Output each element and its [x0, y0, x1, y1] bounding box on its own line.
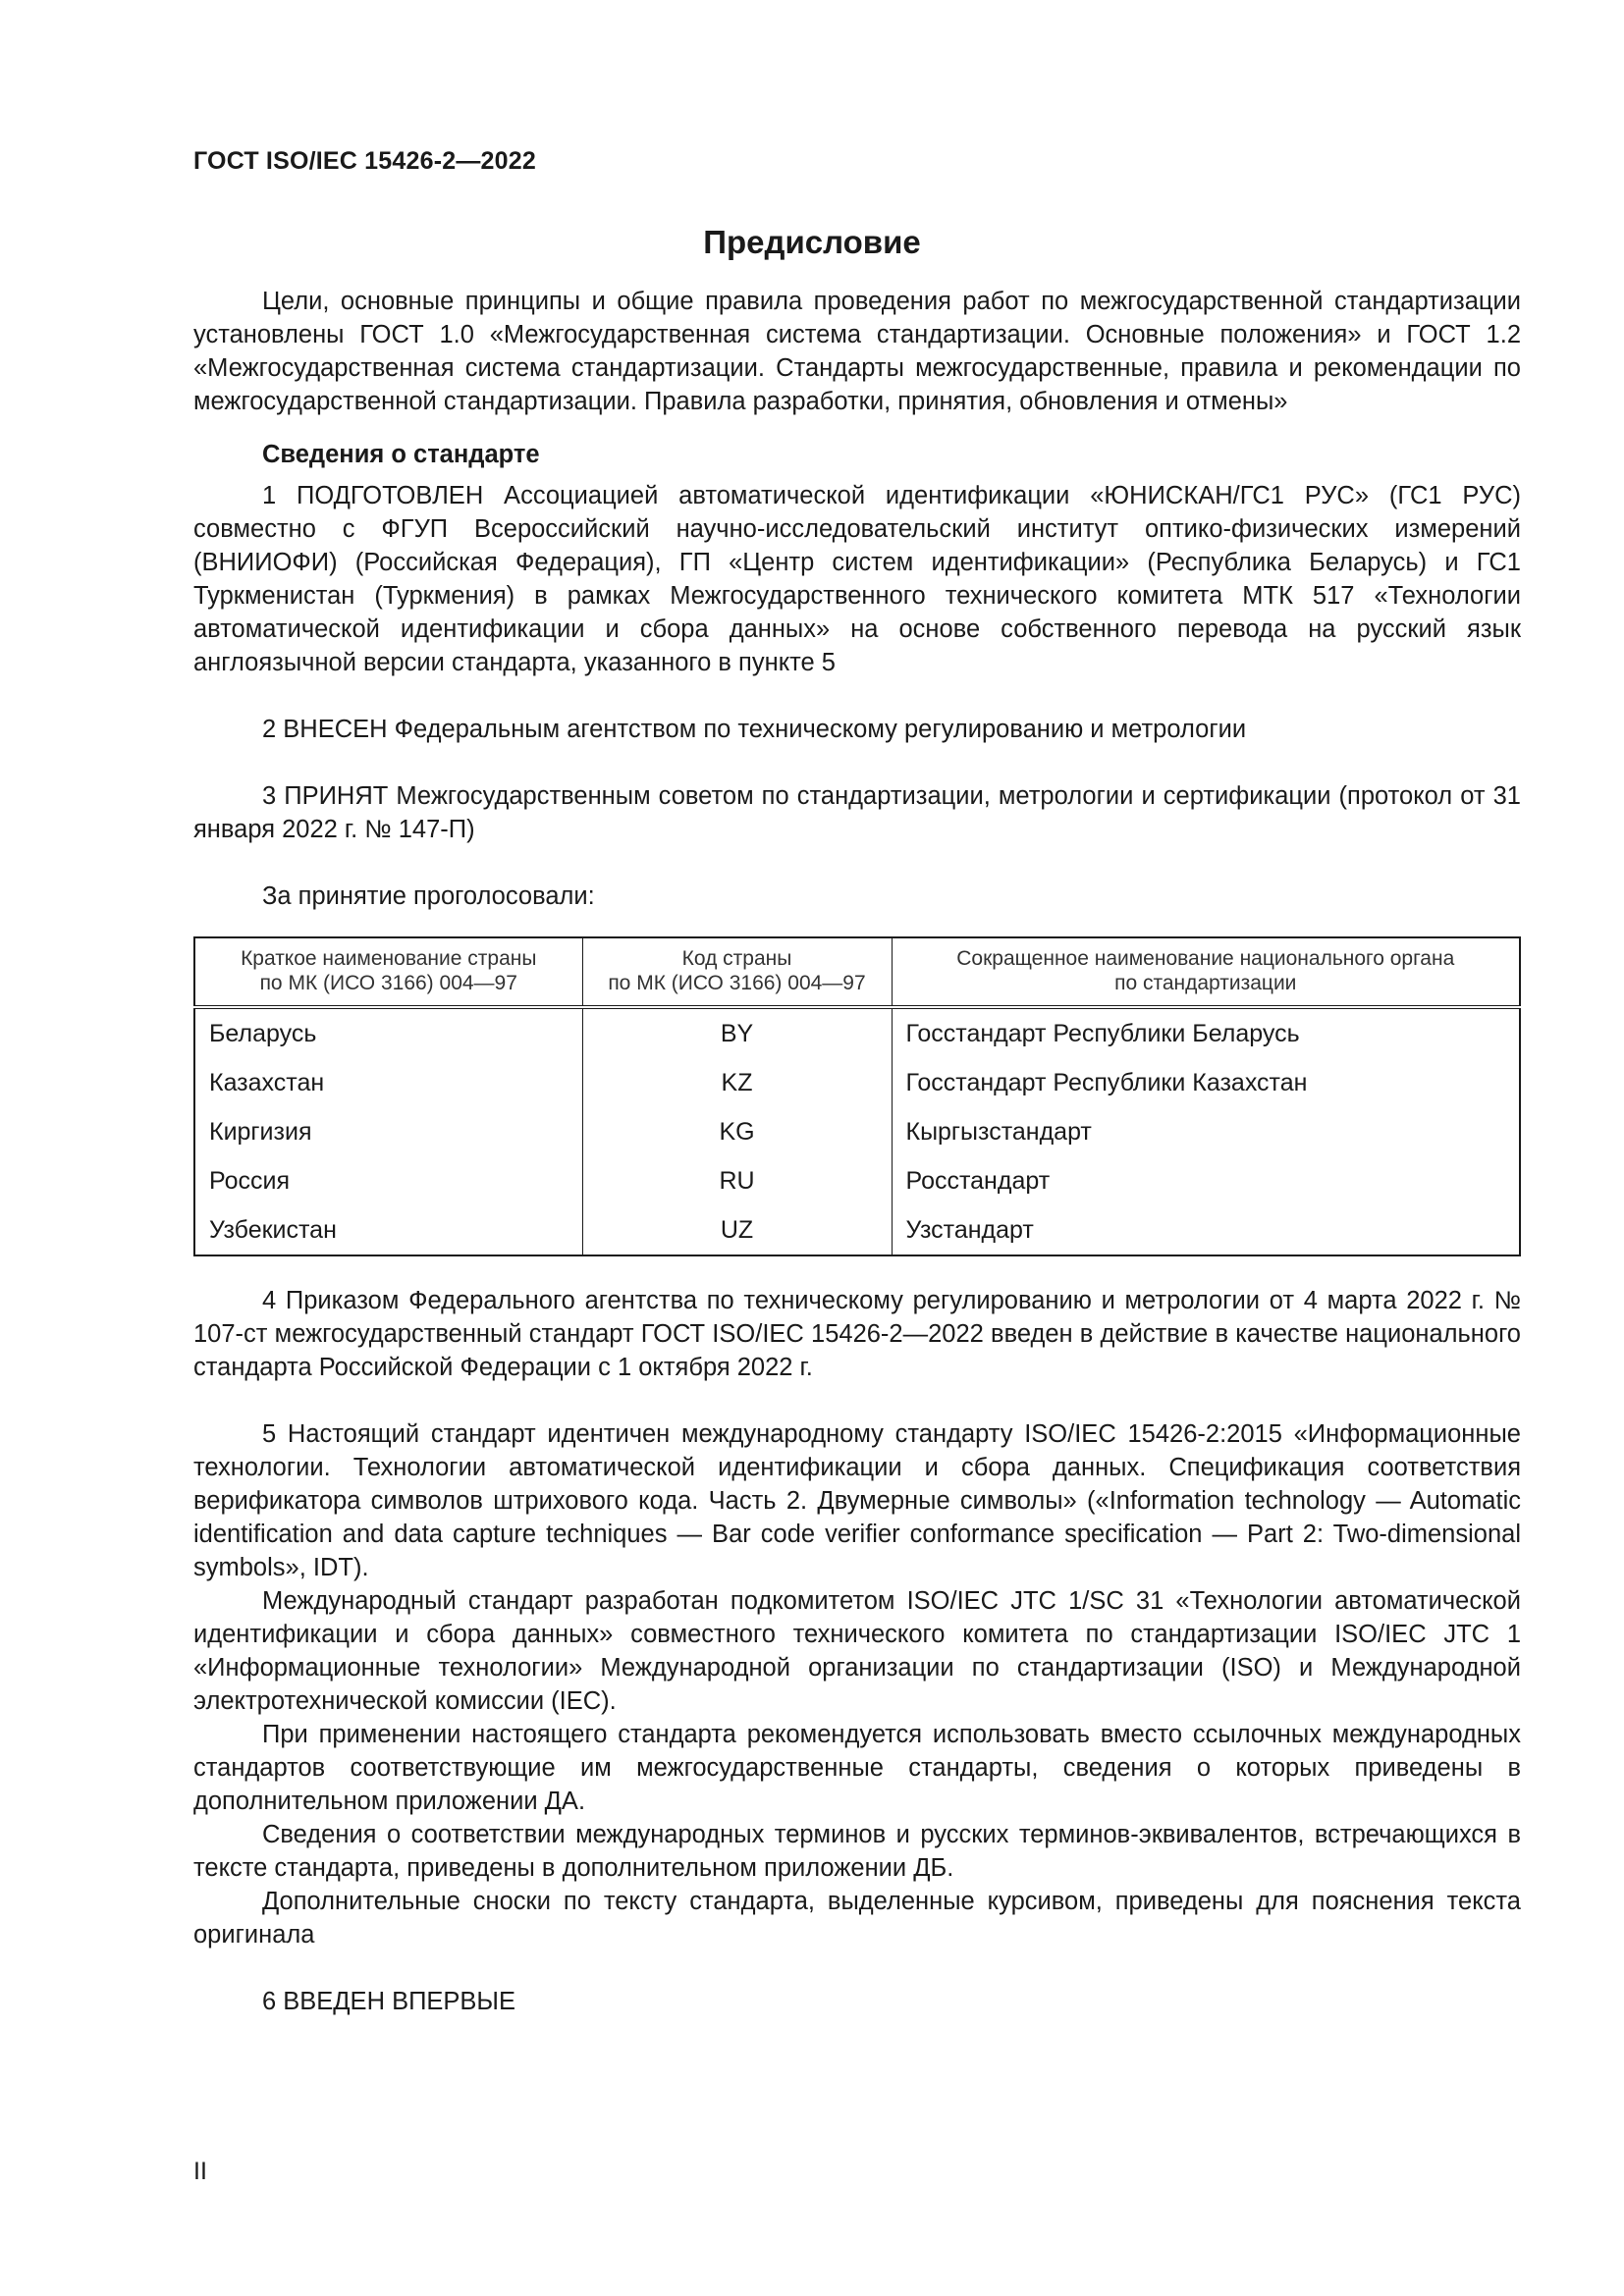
table-row	[194, 1156, 1520, 1205]
item-5-developer: Международный стандарт разработан подкомитетом ISO/IEC JTC 1/SC 31 «Технологии автоматической идентификации и сбора данных» совместного технического комитета по стандартизации ISO/IEC JTC 1 «Информационные технологии» Международной организации по стандартизации (ISO) и Международной электротехнической комиссии (IEC).	[193, 1587, 1521, 1715]
table-header-row	[194, 937, 1520, 1007]
item-4-order: 4 Приказом Федерального агентства по техническому регулированию и метрологии от 4 марта 2022 г. № 107-ст межгосударственный стандарт ГОСТ ISO/IEC 15426-2—2022 введен в действие в качестве национального стандарта Российской Федерации с 1 октября 2022 г.	[193, 1287, 1521, 1381]
voted-label: За принятие проголосовали:	[262, 882, 595, 910]
country-code-cell: KG	[582, 1107, 892, 1156]
national-body-cell: Госстандарт Республики Казахстан	[892, 1058, 1520, 1107]
country-name-cell: Беларусь	[194, 1007, 582, 1058]
item-5-terms: Сведения о соответствии международных терминов и русских терминов-эквивалентов, встречающихся в тексте стандарта, приведены в дополнительном приложении ДБ.	[193, 1821, 1521, 1882]
national-body-cell: Госстандарт Республики Беларусь	[892, 1007, 1520, 1058]
item-2-submitted: 2 ВНЕСЕН Федеральным агентством по техническому регулированию и метрологии	[262, 716, 1247, 743]
country-code-cell: BY	[582, 1007, 892, 1058]
table-row	[194, 1107, 1520, 1156]
country-name-cell: Узбекистан	[194, 1205, 582, 1255]
voting-countries-table	[193, 936, 1521, 1256]
national-body-cell: Росстандарт	[892, 1156, 1520, 1205]
table-row	[194, 1058, 1520, 1107]
header-national-body: Сокращенное наименование национального органа по стандартизации	[892, 937, 1520, 1007]
item-5-references: При применении настоящего стандарта рекомендуется использовать вместо ссылочных международных стандартов соответствующие им межгосударственные стандарты, сведения о которых приведены в дополнительном приложении ДА.	[193, 1721, 1521, 1815]
country-name-cell: Киргизия	[194, 1107, 582, 1156]
document-body	[193, 285, 1521, 2018]
page-number: II	[193, 2158, 207, 2185]
intro-paragraph: Цели, основные принципы и общие правила проведения работ по межгосударственной стандартизации установлены ГОСТ 1.0 «Межгосударственная система стандартизации. Основные положения» и ГОСТ 1.2 «Межгосударственная система стандартизации. Стандарты межгосударственные, правила и рекомендации по межгосударственной стандартизации. Правила разработки, принятия, обновления и отмены»	[193, 288, 1521, 415]
page-title: Предисловие	[703, 224, 921, 260]
header-country-code: Код страны по МК (ИСО 3166) 004—97	[582, 937, 892, 1007]
table-row	[194, 1007, 1520, 1058]
standard-code-header: ГОСТ ISO/IEC 15426-2—2022	[193, 147, 536, 175]
item-6-introduced: 6 ВВЕДЕН ВПЕРВЫЕ	[262, 1988, 516, 2015]
national-body-cell: Узстандарт	[892, 1205, 1520, 1255]
item-1-prepared: 1 ПОДГОТОВЛЕН Ассоциацией автоматической идентификации «ЮНИСКАН/ГС1 РУС» (ГС1 РУС) совместно с ФГУП Всероссийский научно-исследовательский институт оптико-физических измерений (ВНИИОФИ) (Российская Федерация), ГП «Центр систем идентификации» (Республика Беларусь) и ГС1 Туркменистан (Туркмения) в рамках Межгосударственного технического комитета МТК 517 «Технологии автоматической идентификации и сбора данных» на основе собственного перевода на русский язык англоязычной версии стандарта, указанного в пункте 5	[193, 482, 1521, 676]
country-code-cell: UZ	[582, 1205, 892, 1255]
header-country-name: Краткое наименование страны по МК (ИСО 3166) 004—97	[194, 937, 582, 1007]
national-body-cell: Кыргызстандарт	[892, 1107, 1520, 1156]
table-row	[194, 1205, 1520, 1255]
section-heading: Сведения о стандарте	[262, 441, 540, 468]
item-3-adopted: 3 ПРИНЯТ Межгосударственным советом по стандартизации, метрологии и сертификации (протокол от 31 января 2022 г. № 147-П)	[193, 782, 1521, 843]
item-5-identical: 5 Настоящий стандарт идентичен международному стандарту ISO/IEC 15426-2:2015 «Информационные технологии. Технологии автоматической идентификации и сбора данных. Спецификация соответствия верификатора символов штрихового кода. Часть 2. Двумерные символы» («Information technology — Automatic identification and data capture techniques — Bar code verifier conformance specification — Part 2: Two-dimensional symbols», IDT).	[193, 1420, 1521, 1581]
item-5-footnotes: Дополнительные сноски по тексту стандарта, выделенные курсивом, приведены для пояснения текста оригинала	[193, 1888, 1521, 1949]
country-code-cell: RU	[582, 1156, 892, 1205]
country-code-cell: KZ	[582, 1058, 892, 1107]
country-name-cell: Казахстан	[194, 1058, 582, 1107]
country-name-cell: Россия	[194, 1156, 582, 1205]
